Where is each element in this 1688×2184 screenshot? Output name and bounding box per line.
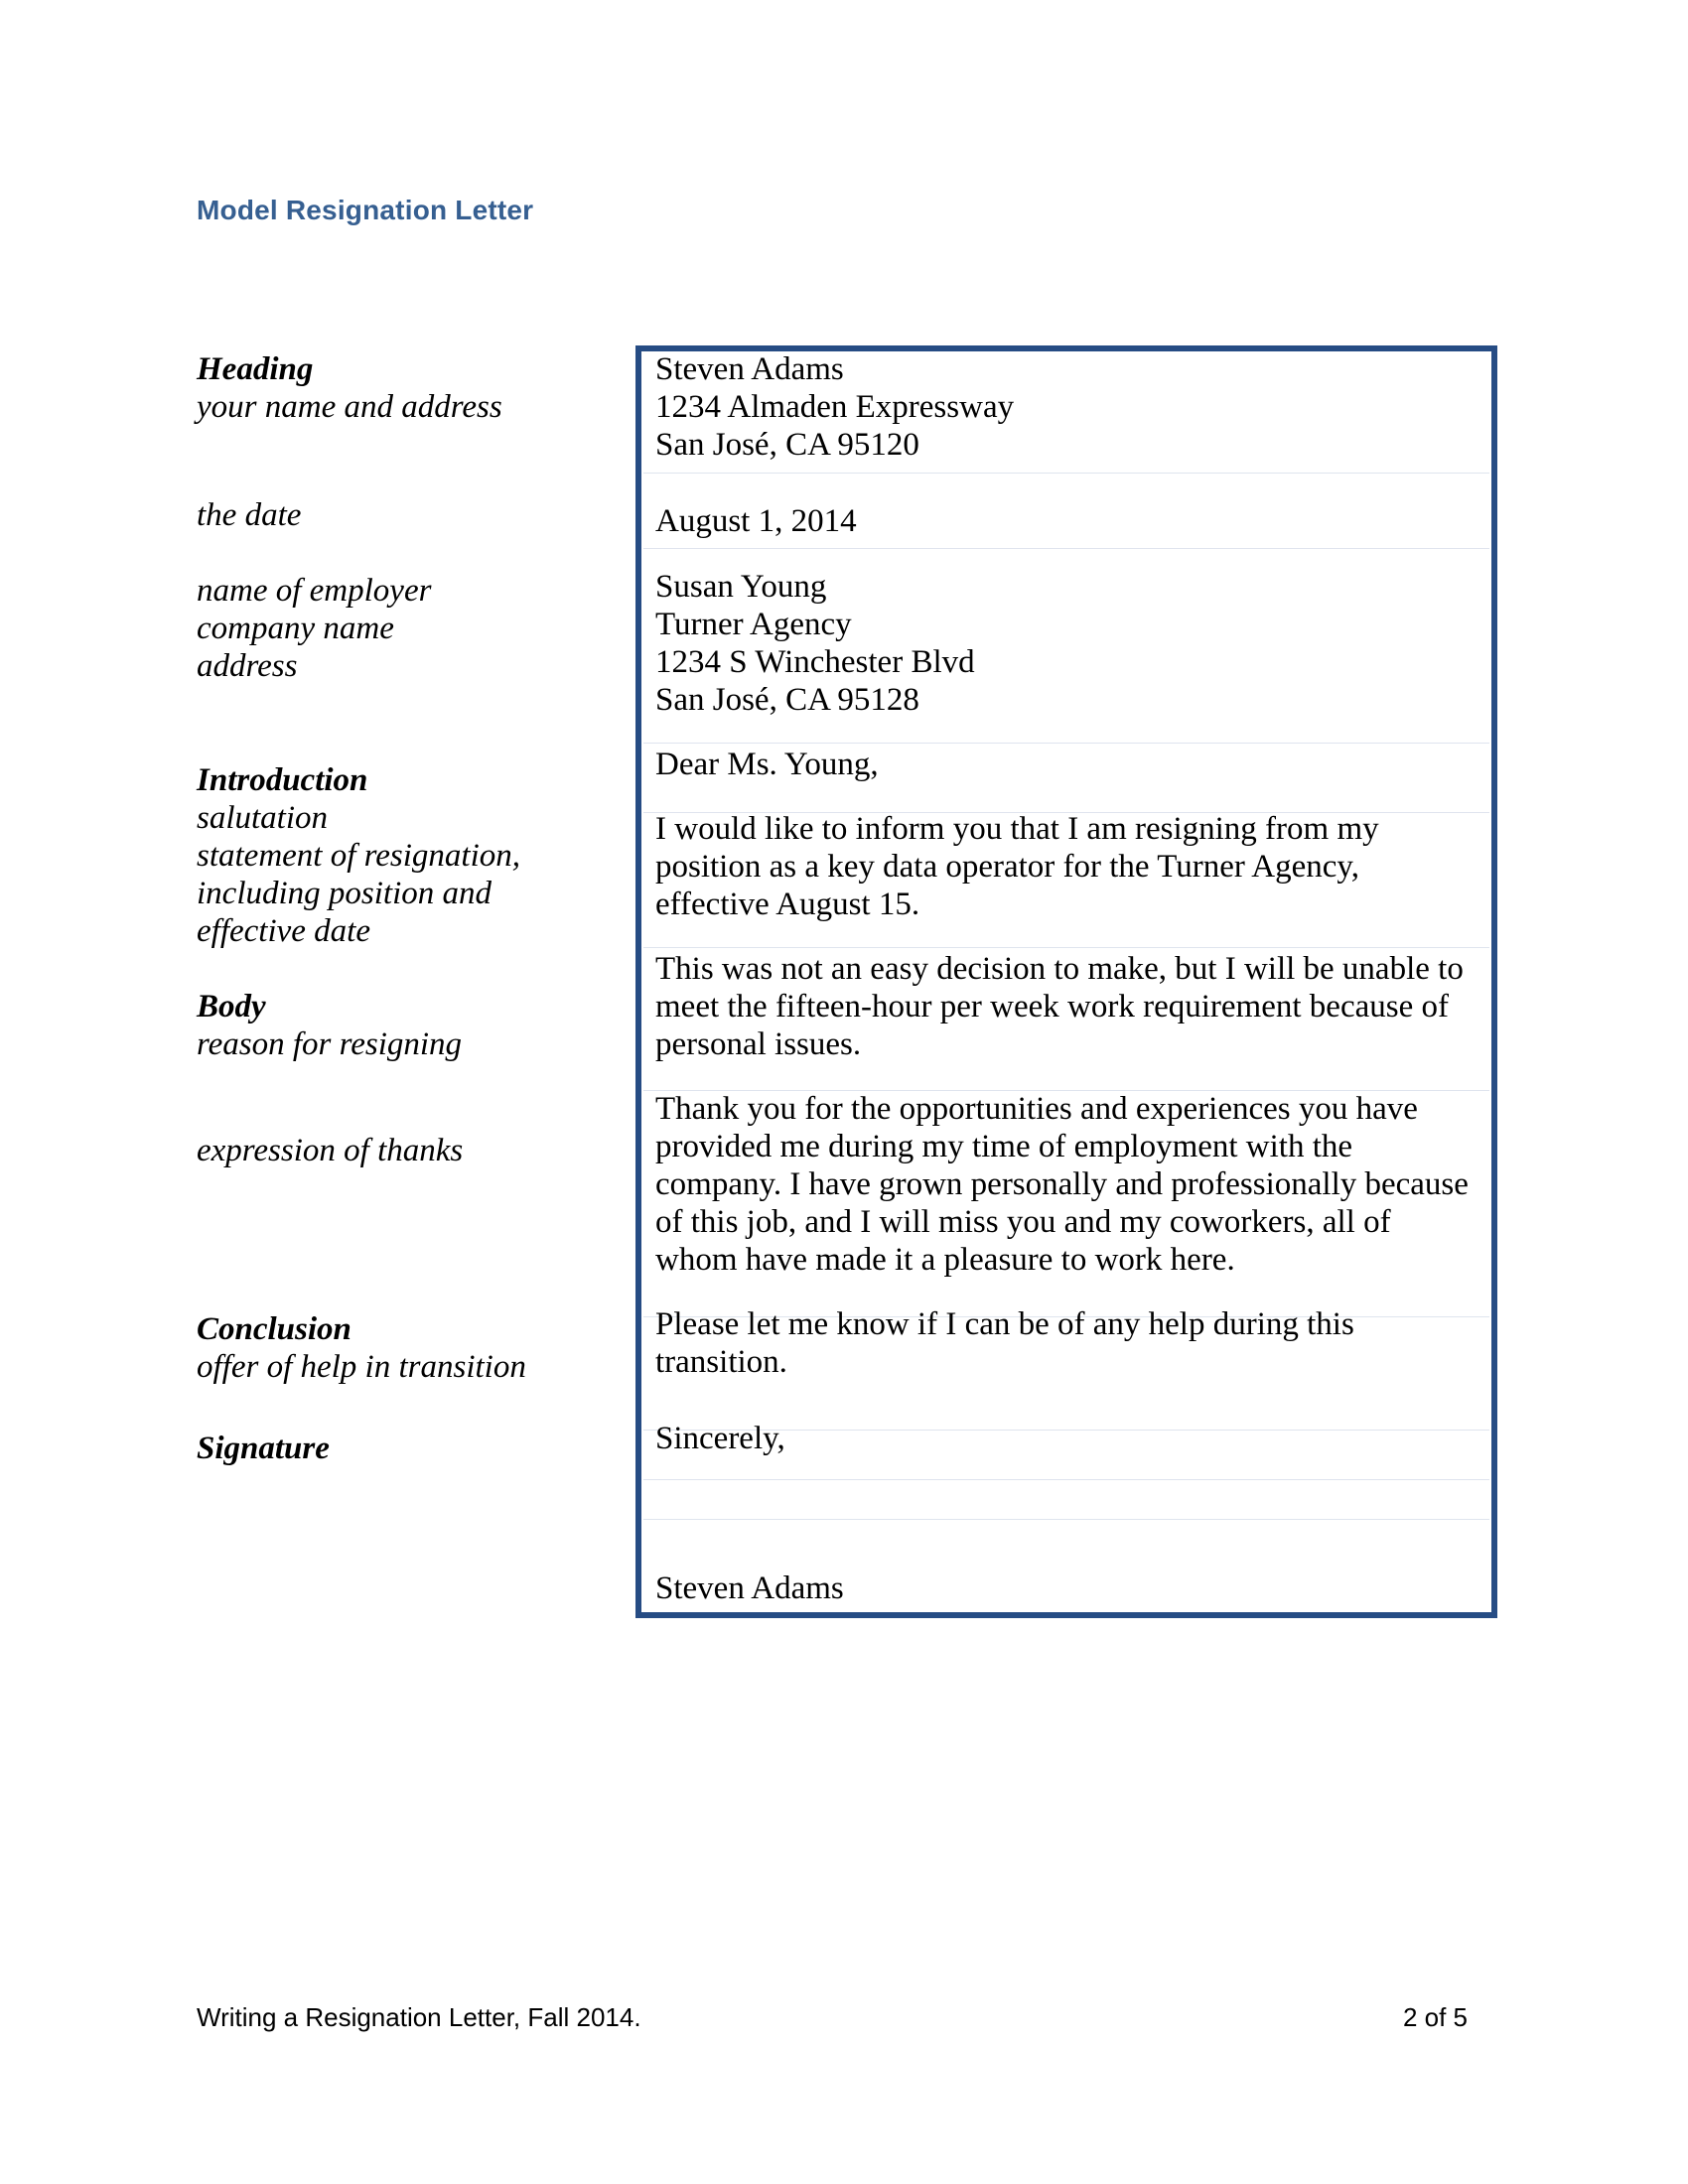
paragraph-line: effective August 15.: [655, 887, 920, 922]
footer-left: Writing a Resignation Letter, Fall 2014.: [197, 2002, 641, 2032]
label-introduction: Introduction: [197, 762, 368, 798]
label-name-address: your name and address: [197, 389, 502, 425]
divider: [643, 743, 1489, 744]
divider: [643, 1479, 1489, 1480]
label-body: Body: [197, 989, 266, 1024]
paragraph-line: Thank you for the opportunities and experiences you have: [655, 1091, 1418, 1127]
divider: [643, 947, 1489, 948]
paragraph-line: personal issues.: [655, 1026, 862, 1062]
label-signature: Signature: [197, 1431, 330, 1466]
paragraph-line: Please let me know if I can be of any help during this: [655, 1306, 1354, 1342]
label-heading: Heading: [197, 351, 314, 387]
recipient-company: Turner Agency: [655, 607, 852, 642]
paragraph-line: position as a key data operator for the Turner Agency,: [655, 849, 1360, 885]
paragraph-line: of this job, and I will miss you and my coworkers, all of: [655, 1204, 1391, 1240]
paragraph-line: company. I have grown personally and professionally because: [655, 1166, 1469, 1202]
recipient-street: 1234 S Winchester Blvd: [655, 644, 975, 680]
sender-name: Steven Adams: [655, 351, 844, 387]
label-statement-1: statement of resignation,: [197, 838, 521, 874]
paragraph-line: whom have made it a pleasure to work here.: [655, 1242, 1235, 1278]
divider: [643, 473, 1489, 474]
paragraph-line: This was not an easy decision to make, but I will be unable to: [655, 951, 1464, 987]
sender-street: 1234 Almaden Expressway: [655, 389, 1015, 425]
sender-city: San José, CA 95120: [655, 427, 919, 463]
label-reason: reason for resigning: [197, 1026, 463, 1062]
letter-date: August 1, 2014: [655, 503, 857, 539]
paragraph-line: I would like to inform you that I am resigning from my: [655, 811, 1379, 847]
divider: [643, 548, 1489, 549]
label-offer: offer of help in transition: [197, 1349, 526, 1385]
label-thanks: expression of thanks: [197, 1133, 464, 1168]
salutation: Dear Ms. Young,: [655, 747, 879, 782]
label-company: company name: [197, 611, 394, 646]
paragraph-line: transition.: [655, 1344, 787, 1380]
divider: [643, 1519, 1489, 1520]
label-employer: name of employer: [197, 573, 432, 609]
label-address: address: [197, 648, 298, 684]
paragraph-line: provided me during my time of employment with the: [655, 1129, 1353, 1164]
signature-name: Steven Adams: [655, 1570, 844, 1606]
recipient-name: Susan Young: [655, 569, 827, 605]
label-conclusion: Conclusion: [197, 1311, 352, 1347]
label-statement-3: effective date: [197, 913, 370, 949]
recipient-city: San José, CA 95128: [655, 682, 919, 718]
paragraph-line: meet the fifteen-hour per week work requirement because of: [655, 989, 1449, 1024]
page-title: Model Resignation Letter: [197, 195, 534, 225]
label-statement-2: including position and: [197, 876, 492, 911]
label-salutation: salutation: [197, 800, 329, 836]
page-number: 2 of 5: [1402, 2002, 1468, 2032]
closing: Sincerely,: [655, 1421, 785, 1456]
label-date: the date: [197, 497, 302, 533]
